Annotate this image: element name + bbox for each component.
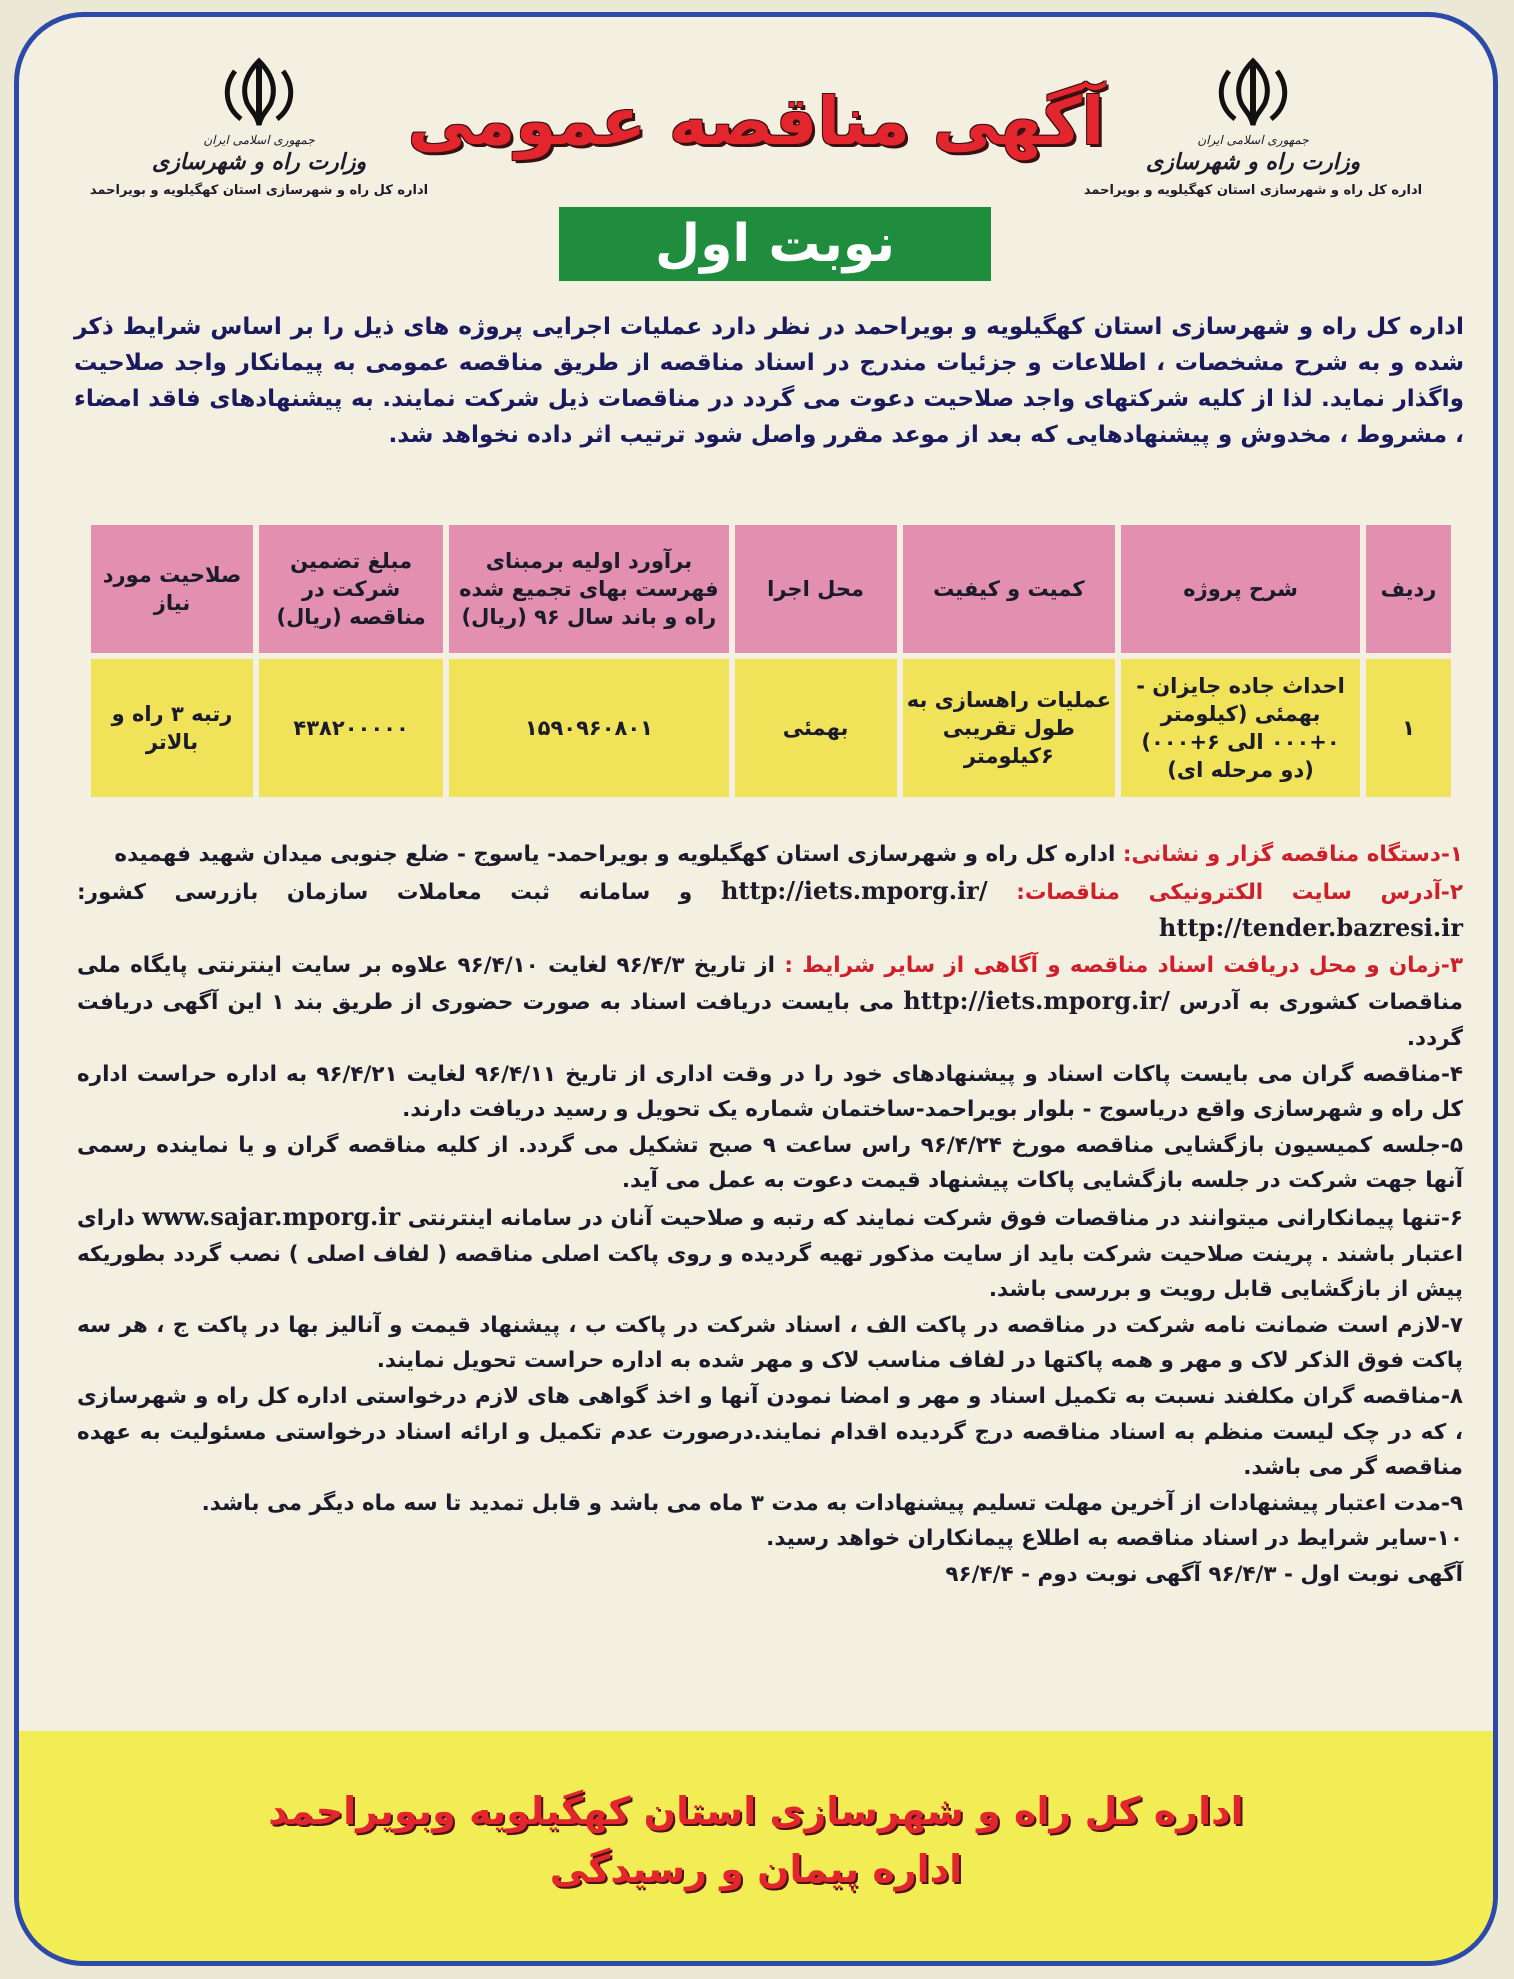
condition-item: ۷-لازم است ضمانت نامه شرکت در مناقصه در پاکت الف ، اسناد شرکت در پاکت ب ، پیشنهاد قیمت و آنالیز بها در پاکت ج ، هر سه پاکت فوق الذکر لاک و مهر و همه پاکتها در لفاف مناسب لاک و مهر شده به اداره حراست تحویل نمایند. (77, 1312, 1463, 1374)
condition-text: دارای اعتبار باشند . پرینت صلاحیت شرکت باید از سایت مذکور تهیه گردیده و روی پاکت اصلی مناقصه ( لفاف اصلی ) نصب گردد بطوریکه پیش از بازگشایی قابل رویت و بررسی باشد. (77, 1205, 1463, 1303)
table-row (91, 659, 1451, 797)
round-badge: نوبت اول (559, 207, 991, 281)
table-header-row (91, 525, 1451, 653)
column-header: مبلغ تضمین شرکت در مناقصه (ریال) (259, 525, 443, 653)
emblem-office-text: اداره کل راه و شهرسازی استان کهگیلویه و بویراحمد (1083, 183, 1423, 198)
sajar-site-link[interactable]: www.sajar.mporg.ir (142, 1201, 401, 1231)
table-cell: عملیات راهسازی به طول تقریبی ۶کیلومتر (903, 659, 1116, 797)
emblem-ministry-text: وزارت راه و شهرسازی (1145, 149, 1361, 175)
tender-site-link[interactable]: http://iets.mporg.ir/ (903, 986, 1170, 1016)
table-cell: رتبه ۳ راه و بالاتر (91, 659, 253, 797)
notice-frame (14, 12, 1498, 1966)
condition-item: ۱۰-سایر شرایط در اسناد مناقصه به اطلاع پیمانکاران خواهد رسید. (766, 1526, 1463, 1552)
table-cell: ۱۵۹۰۹۶۰۸۰۱ (449, 659, 728, 797)
emblem-ministry-text: وزارت راه و شهرسازی (151, 149, 367, 175)
condition-item: ۴-مناقصه گران می بایست پاکات اسناد و پیشنهادهای خود را در وقت اداری از تاریخ ۹۶/۴/۱۱ لغایت ۹۶/۴/۲۱ به اداره حراست اداره کل راه و شهرسازی واقع دریاسوج - بلوار بویراحمد-ساختمان شماره یک تحویل و رسید دریافت دارند. (77, 1061, 1463, 1123)
condition-item (77, 948, 1463, 1057)
column-header: صلاحیت مورد نیاز (91, 525, 253, 653)
intro-paragraph: اداره کل راه و شهرسازی استان کهگیلویه و بویراحمد در نظر دارد عملیات اجرایی پروژه های ذیل را بر اساس شرایط ذکر شده و به شرح مشخصات ، اطلاعات و جزئیات مندرج در اسناد مناقصه از طریق مناقصه عمومی به پیمانکار واجد صلاحیت واگذار نماید. لذا از کلیه شرکتهای واجد صلاحیت دعوت می گردد در مناقصات ذیل شرکت نمایند. به پیشنهادهای فاقد امضاء ، مشروط ، مخدوش و پیشنهادهایی که بعد از موعد مقرر واصل شود ترتیب اثر داده نخواهد شد. (74, 313, 1464, 448)
table-cell: احداث جاده جایزان - بهمئی (کیلومتر ۰+۰۰۰ الی ۶+۰۰۰) (دو مرحله ای) (1121, 659, 1360, 797)
column-header: محل اجرا (735, 525, 897, 653)
condition-item: ۵-جلسه کمیسیون بازگشایی مناقصه مورخ ۹۶/۴/۲۴ راس ساعت ۹ صبح تشکیل می گردد. از کلیه مناقصه گران و یا نماینده رسمی آنها جهت شرکت در جلسه بازگشایی پاکات پیشنهاد قیمت دعوت به عمل می آید. (77, 1132, 1463, 1194)
tender-table (85, 519, 1457, 803)
condition-item: ۹-مدت اعتبار پیشنهادات از آخرین مهلت تسلیم پیشنهادات به مدت ۳ ماه می باشد و قابل تمدید تا سه ماه دیگر می باشد. (201, 1490, 1463, 1516)
emblem-gov-text: جمهوری اسلامی ایران (203, 133, 315, 147)
emblem-office-text: اداره کل راه و شهرسازی استان کهگیلویه و بویراحمد (89, 183, 429, 198)
condition-item (77, 873, 1463, 948)
condition-label: ۱-دستگاه مناقصه گزار و نشانی: (1122, 842, 1463, 867)
condition-item: ۸-مناقصه گران مکلفند نسبت به تکمیل اسناد و مهر و امضا نمودن آنها و اخذ گواهی های لازم درخواستی اداره کل راه و شهرسازی ، که در چک لیست منظم به اسناد مناقصه درج گردیده اقدام نمایند.درصورت عدم تکمیل و ارائه اسناد درخواستی مسئولیت به عهده مناقصه گر می باشد. (77, 1383, 1463, 1481)
table-cell: بهمئی (735, 659, 897, 797)
publication-dates: آگهی نوبت اول - ۹۶/۴/۳ آگهی نوبت دوم - ۹۶/۴/۴ (945, 1561, 1463, 1587)
notice-title: آگهی مناقصه عمومی (407, 83, 1105, 160)
footer-band (19, 1731, 1493, 1961)
conditions-list (77, 837, 1463, 1592)
condition-text: اداره کل راه و شهرسازی استان کهگیلویه و بویراحمد- یاسوج - ضلع جنوبی میدان شهید فهمیده (114, 842, 1116, 867)
column-header: کمیت و کیفیت (903, 525, 1116, 653)
table-cell: ۱ (1366, 659, 1451, 797)
condition-text: ۶-تنها پیمانکارانی میتوانند در مناقصات فوق شرکت نمایند که رتبه و صلاحیت آنان در سامانه اینترنتی (407, 1205, 1463, 1231)
condition-item (77, 1199, 1463, 1308)
footer-office: اداره کل راه و شهرسازی استان کهگیلویه وبویراحمد (268, 1789, 1244, 1833)
condition-text: از تاریخ ۹۶/۴/۳ لغایت ۹۶/۴/۱۰ علاوه بر سایت اینترنتی پایگاه ملی مناقصات کشوری به آدرس (77, 952, 1463, 1016)
footer-department: اداره پیمان و رسیدگی (549, 1847, 963, 1891)
column-header: شرح پروژه (1121, 525, 1360, 653)
column-header: برآورد اولیه برمبنای فهرست بهای تجمیع شده راه و باند سال ۹۶ (ریال) (449, 525, 728, 653)
emblem-gov-text: جمهوری اسلامی ایران (1197, 133, 1309, 147)
column-header: ردیف (1366, 525, 1451, 653)
condition-text: و سامانه ثبت معاملات سازمان بازرسی کشور: (77, 879, 693, 905)
tender-site-link[interactable]: http://iets.mporg.ir/ (720, 875, 988, 905)
bazresi-site-link[interactable]: http://tender.bazresi.ir (1158, 913, 1463, 943)
condition-text: می بایست دریافت اسناد به صورت حضوری از طریق بند ۱ این آگهی دریافت گردد. (77, 990, 1463, 1051)
condition-item (77, 837, 1463, 873)
condition-label: ۲-آدرس سایت الکترونیکی مناقصات: (1016, 879, 1463, 905)
table-cell: ۴۳۸۲۰۰۰۰۰ (259, 659, 443, 797)
condition-label: ۳-زمان و محل دریافت اسناد مناقصه و آگاهی از سایر شرایط : (784, 952, 1463, 978)
